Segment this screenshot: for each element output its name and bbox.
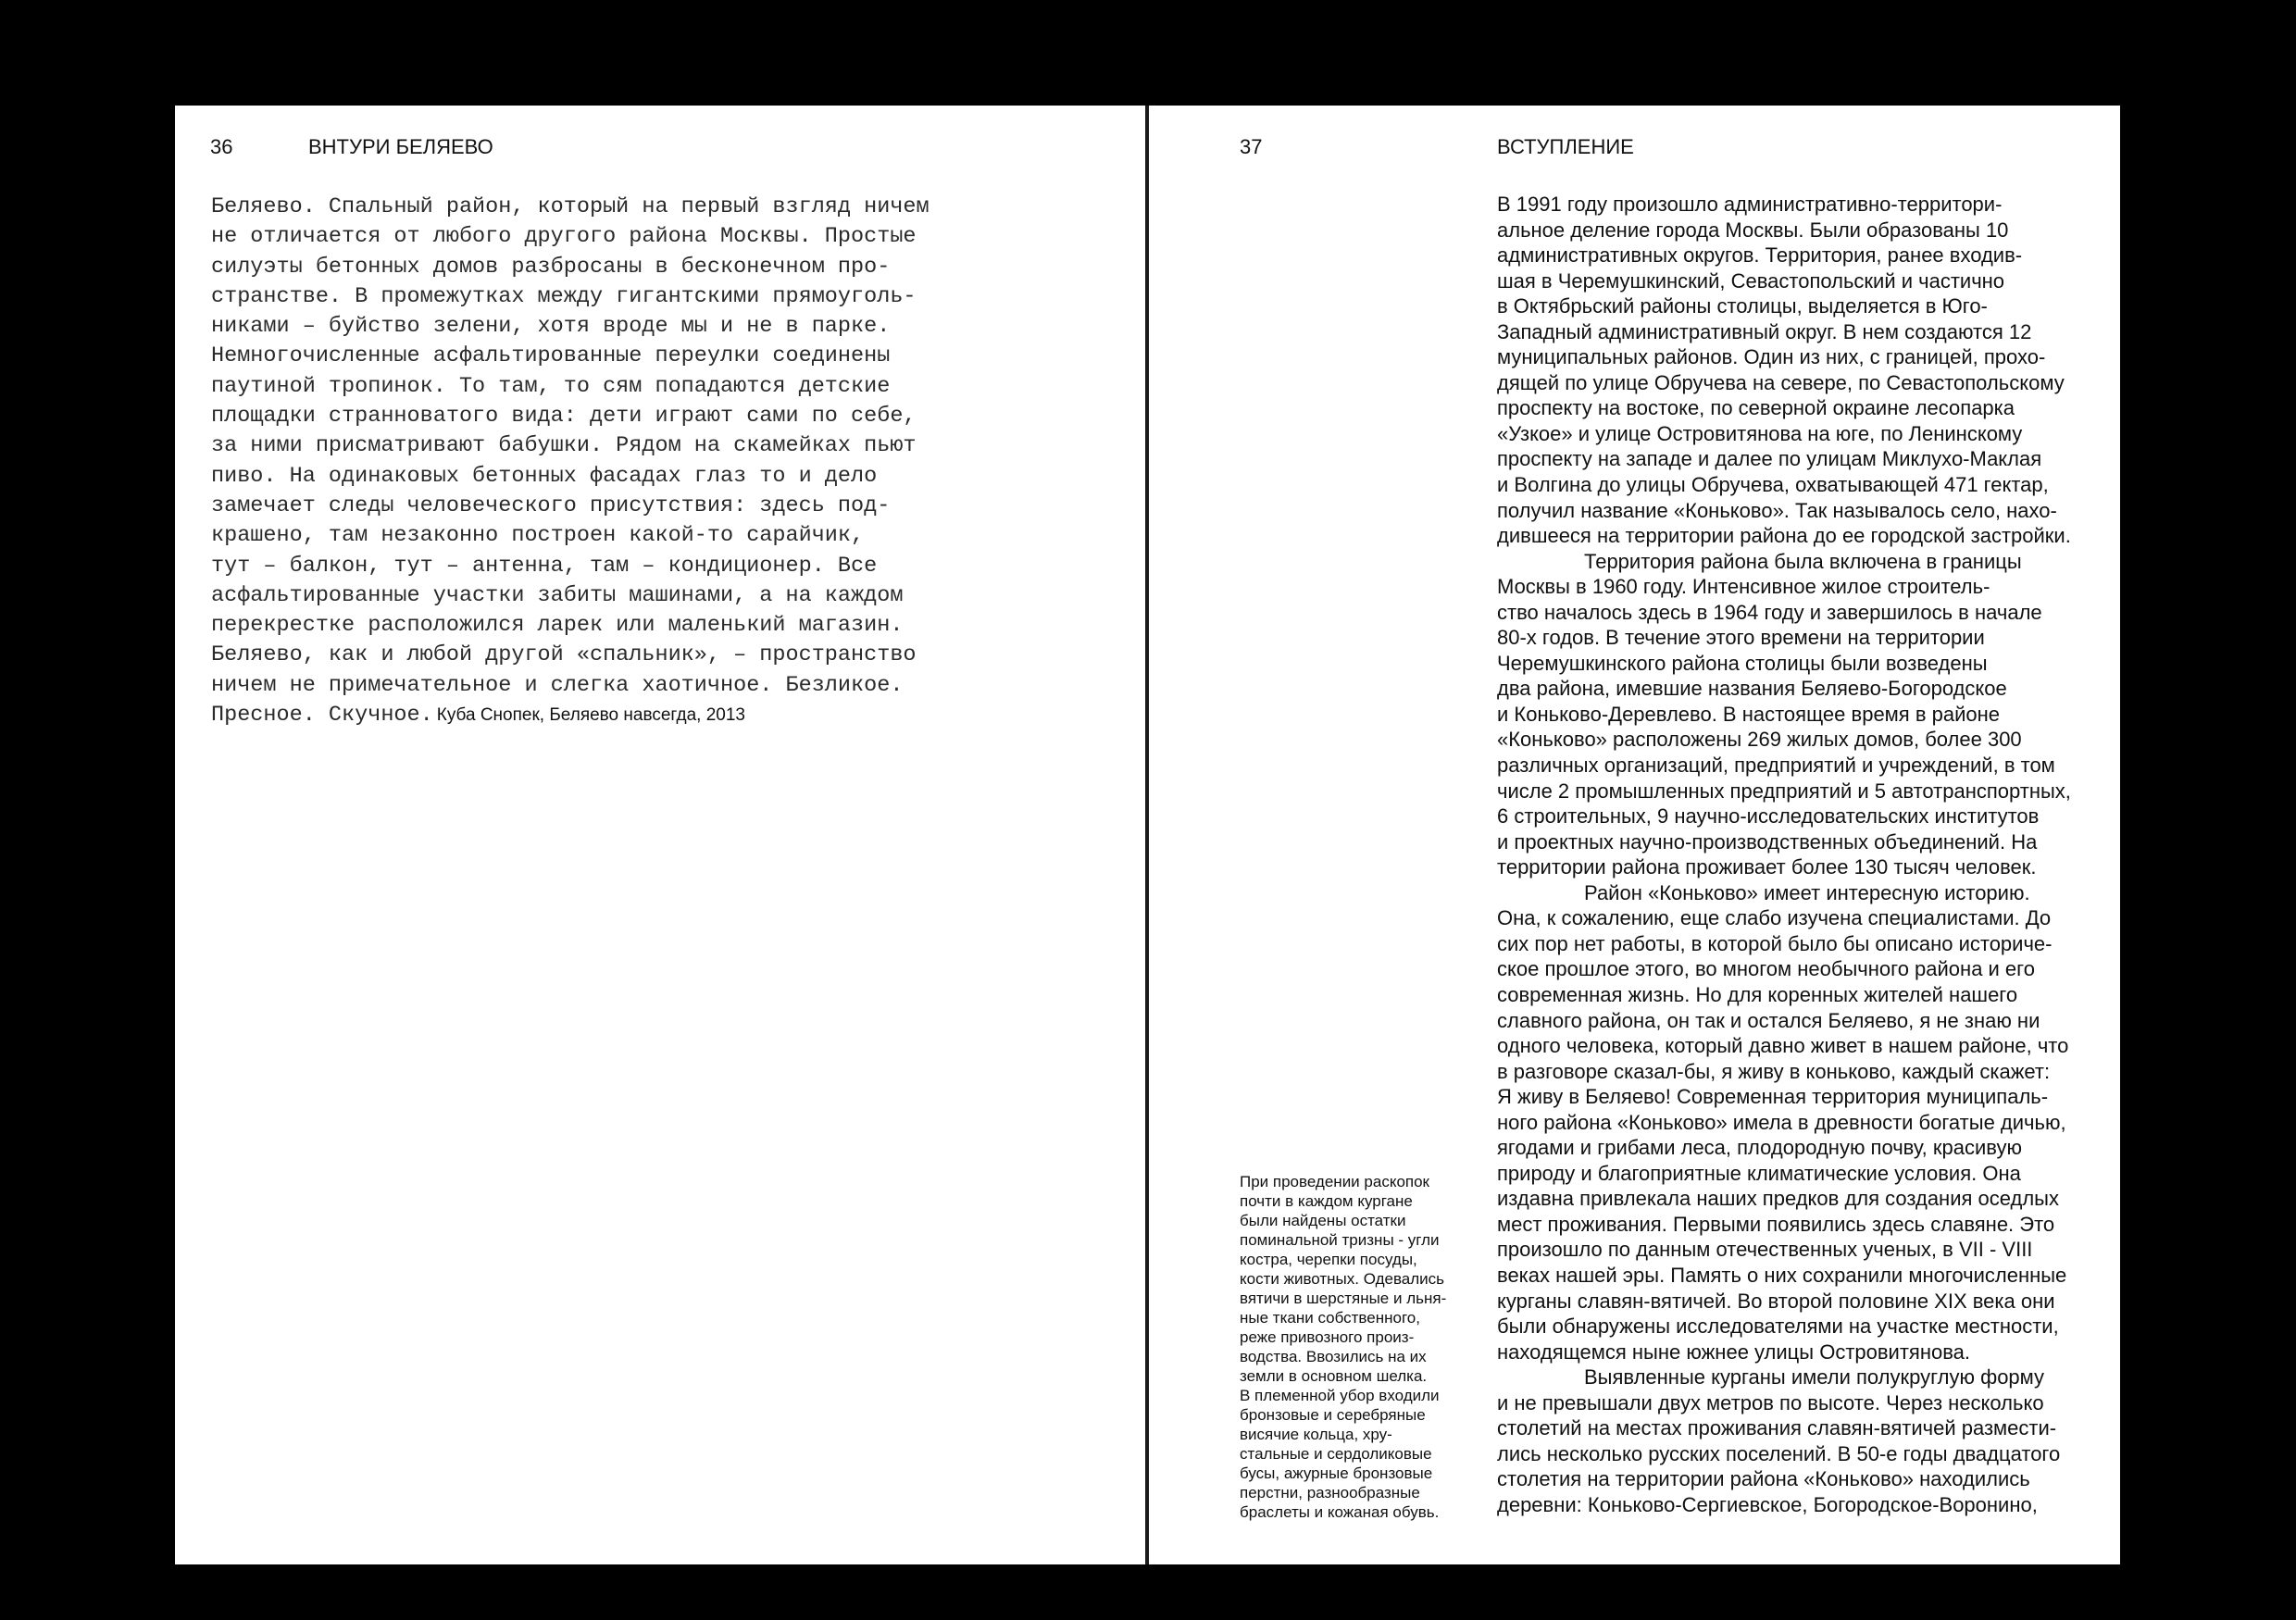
body-line: лись несколько русских поселений. В 50-е годы двадцатого bbox=[1497, 1441, 2061, 1465]
body-line: проспекту на востоке, по северной окраине лесопарка bbox=[1497, 396, 2015, 420]
epigraph-last-line bbox=[211, 701, 930, 730]
sidenote-line: бусы, ажурные бронзовые bbox=[1240, 1464, 1433, 1482]
epigraph-line: крашено, там незаконно построен какой-то сарайчик, bbox=[211, 523, 865, 549]
body-line: деревни: Коньково-Сергиевское, Богородское-Воронино, bbox=[1497, 1492, 2038, 1516]
epigraph-line: пиво. На одинаковых бетонных фасадах глаз то и дело bbox=[211, 463, 878, 489]
body-line: В 1991 году произошло административно-территори- bbox=[1497, 193, 2003, 216]
body-text bbox=[1497, 192, 2086, 1517]
body-line: ягодами и грибами леса, плодородную почву, красивую bbox=[1497, 1136, 2022, 1160]
epigraph-line: никами – буйство зелени, хотя вроде мы и не в парке. bbox=[211, 314, 891, 340]
body-line: муниципальных районов. Один из них, с границей, прохо- bbox=[1497, 345, 2046, 369]
body-line: Москвы в 1960 году. Интенсивное жилое строитель- bbox=[1497, 575, 1990, 599]
body-line: ство началось здесь в 1964 году и завершилось в начале bbox=[1497, 600, 2042, 624]
epigraph-last-line-text: Пресное. Скучное. bbox=[211, 703, 433, 729]
body-line: были обнаружены исследователями на участке местности, bbox=[1497, 1315, 2059, 1339]
body-line: проспекту на западе и далее по улицам Миклухо-Маклая bbox=[1497, 447, 2042, 471]
body-line: сих пор нет работы, в которой было бы описано историче- bbox=[1497, 931, 2053, 955]
sidenote-line: почти в каждом кургане bbox=[1240, 1192, 1413, 1210]
body-line: находящемся ныне южнее улицы Островитянова. bbox=[1497, 1340, 1971, 1364]
body-line: альное деление города Москвы. Были образованы 10 bbox=[1497, 218, 2009, 242]
sidenote-line: стальные и сердоликовые bbox=[1240, 1445, 1432, 1463]
sidenote-line: браслеты и кожаная обувь. bbox=[1240, 1503, 1440, 1521]
epigraph-line: замечает следы человеческого присутствия: здесь под- bbox=[211, 492, 891, 518]
body-line: произошло по данным отечественных ученых, в VII - VIII bbox=[1497, 1238, 2033, 1262]
body-line: и Волгина до улицы Обручева, охватывающей 471 гектар, bbox=[1497, 473, 2049, 497]
epigraph-line: не отличается от любого другого района Москвы. Простые bbox=[211, 224, 917, 250]
epigraph-citation: Куба Снопек, Беляево навсегда, 2013 bbox=[436, 705, 745, 726]
page-number: 37 bbox=[1240, 135, 1263, 158]
body-line: два района, имевшие названия Беляево-Богородское bbox=[1497, 677, 2007, 701]
body-line: и Коньково-Деревлево. В настоящее время в районе bbox=[1497, 702, 2001, 726]
epigraph bbox=[211, 193, 930, 730]
epigraph-line: перекрестке расположился ларек или маленький магазин. bbox=[211, 613, 904, 639]
body-line: Западный административный округ. В нем создаются 12 bbox=[1497, 319, 2032, 343]
body-line: столетия на территории района «Коньково» находились bbox=[1497, 1467, 2030, 1491]
body-line: 80-х годов. В течение этого времени на территории bbox=[1497, 626, 1985, 650]
sidenote-line: земли в основном шелка. bbox=[1240, 1367, 1428, 1385]
sidenote bbox=[1240, 1172, 1446, 1522]
body-line: столетий на местах проживания славян-вятичей размести- bbox=[1497, 1416, 2057, 1440]
sidenote-line: костра, черепки посуды, bbox=[1240, 1251, 1417, 1268]
epigraph-line: тут – балкон, тут – антенна, там – кондиционер. Все bbox=[211, 553, 878, 579]
body-line: Я живу в Беляево! Современная территория муниципаль- bbox=[1497, 1085, 2049, 1109]
body-line: в Октябрьский районы столицы, выделяется в Юго- bbox=[1497, 294, 1988, 318]
running-head: ВСТУПЛЕНИЕ bbox=[1497, 135, 1634, 158]
sidenote-line: бронзовые и серебряные bbox=[1240, 1406, 1426, 1424]
body-line: в разговоре сказал-бы, я живу в коньково, каждый скажет: bbox=[1497, 1059, 2051, 1083]
body-line: административных округов. Территория, ранее входив- bbox=[1497, 243, 2023, 268]
body-line: природу и благоприятные климатические условия. Она bbox=[1497, 1161, 2021, 1185]
epigraph-line: паутиной тропинок. То там, то сям попадаются детские bbox=[211, 373, 891, 399]
body-line: Она, к сожалению, еще слабо изучена специалистами. До bbox=[1497, 906, 2052, 930]
body-line: получил название «Коньково». Так называлось село, нахо- bbox=[1497, 498, 2057, 522]
body-line: Черемушкинского района столицы были возведены bbox=[1497, 651, 1988, 675]
body-line: дившееся на территории района до ее городской застройки. bbox=[1497, 524, 2071, 548]
body-line: числе 2 промышленных предприятий и 5 автотранспортных, bbox=[1497, 779, 2071, 803]
body-line: современная жизнь. Но для коренных жителей нашего bbox=[1497, 982, 2018, 1006]
sidenote-line: вятичи в шерстяные и льня- bbox=[1240, 1290, 1447, 1307]
epigraph-line: силуэты бетонных домов разбросаны в бесконечном про- bbox=[211, 254, 891, 280]
body-line: и не превышали двух метров по высоте. Через несколько bbox=[1497, 1390, 2044, 1414]
body-line: «Коньково» расположены 269 жилых домов, более 300 bbox=[1497, 728, 2022, 752]
body-line: Территория района была включена в границы bbox=[1584, 549, 2022, 573]
sidenote-line: были найдены остатки bbox=[1240, 1212, 1406, 1229]
epigraph-line: за ними присматривают бабушки. Рядом на скамейках пьют bbox=[211, 433, 917, 459]
sidenote-line: кости животных. Одевались bbox=[1240, 1270, 1445, 1288]
sidenote-line: В племенной убор входили bbox=[1240, 1387, 1440, 1404]
body-line: различных организаций, предприятий и учреждений, в том bbox=[1497, 754, 2055, 778]
epigraph-lines bbox=[211, 193, 930, 701]
right-page bbox=[1149, 106, 2120, 1564]
epigraph-line: странстве. В промежутках между гигантскими прямоуголь- bbox=[211, 283, 917, 309]
sidenote-line: поминальной тризны - угли bbox=[1240, 1231, 1440, 1249]
body-line: веках нашей эры. Память о них сохранили многочисленные bbox=[1497, 1263, 2067, 1287]
body-line: «Узкое» и улице Островитянова на юге, по Ленинскому bbox=[1497, 421, 2023, 445]
running-head: ВНТУРИ БЕЛЯЕВО bbox=[308, 135, 493, 158]
epigraph-line: Беляево, как и любой другой «спальник», – пространство bbox=[211, 642, 917, 668]
body-line: издавна привлекала наших предков для создания оседлых bbox=[1497, 1187, 2059, 1211]
sidenote-line: При проведении раскопок bbox=[1240, 1173, 1429, 1190]
page-number: 36 bbox=[210, 135, 233, 158]
body-line: и проектных научно-производственных объединений. На bbox=[1497, 829, 2038, 854]
body-line: шая в Черемушкинский, Севастопольский и частично bbox=[1497, 268, 2005, 293]
body-line: территории района проживает более 130 тысяч человек. bbox=[1497, 855, 2037, 879]
body-line: Выявленные курганы имели полукруглую форму bbox=[1584, 1365, 2045, 1389]
body-line: мест проживания. Первыми появились здесь славяне. Это bbox=[1497, 1212, 2055, 1236]
body-line: 6 строительных, 9 научно-исследовательских институтов bbox=[1497, 804, 2040, 829]
body-line: ское прошлое этого, во многом необычного района и его bbox=[1497, 957, 2035, 981]
epigraph-line: площадки странноватого вида: дети играют сами по себе, bbox=[211, 404, 917, 430]
sidenote-line: водства. Ввозились на их bbox=[1240, 1348, 1427, 1365]
sidenote-line: ные ткани собственного, bbox=[1240, 1309, 1420, 1327]
sidenote-line: висячие кольца, хру- bbox=[1240, 1426, 1392, 1443]
body-line: славного района, он так и остался Беляево, я не знаю ни bbox=[1497, 1008, 2040, 1032]
body-line: одного человека, который давно живет в нашем районе, что bbox=[1497, 1034, 2069, 1058]
epigraph-line: асфальтированные участки забиты машинами, а на каждом bbox=[211, 582, 904, 608]
left-page bbox=[175, 106, 1145, 1564]
body-line: ного района «Коньково» имела в древности богатые дичью, bbox=[1497, 1110, 2066, 1134]
sidenote-line: реже привозного произ- bbox=[1240, 1328, 1415, 1346]
body-line: дящей по улице Обручева на севере, по Севастопольскому bbox=[1497, 370, 2065, 394]
epigraph-line: Немногочисленные асфальтированные переулки соединены bbox=[211, 343, 891, 369]
body-line: Район «Коньково» имеет интересную историю. bbox=[1584, 880, 2030, 904]
body-line: курганы славян-вятичей. Во второй половине XIX века они bbox=[1497, 1289, 2055, 1313]
sidenote-line: перстни, разнообразные bbox=[1240, 1484, 1420, 1502]
epigraph-line: ничем не примечательное и слегка хаотичное. Безликое. bbox=[211, 672, 904, 698]
epigraph-line: Беляево. Спальный район, который на первый взгляд ничем bbox=[211, 194, 930, 219]
